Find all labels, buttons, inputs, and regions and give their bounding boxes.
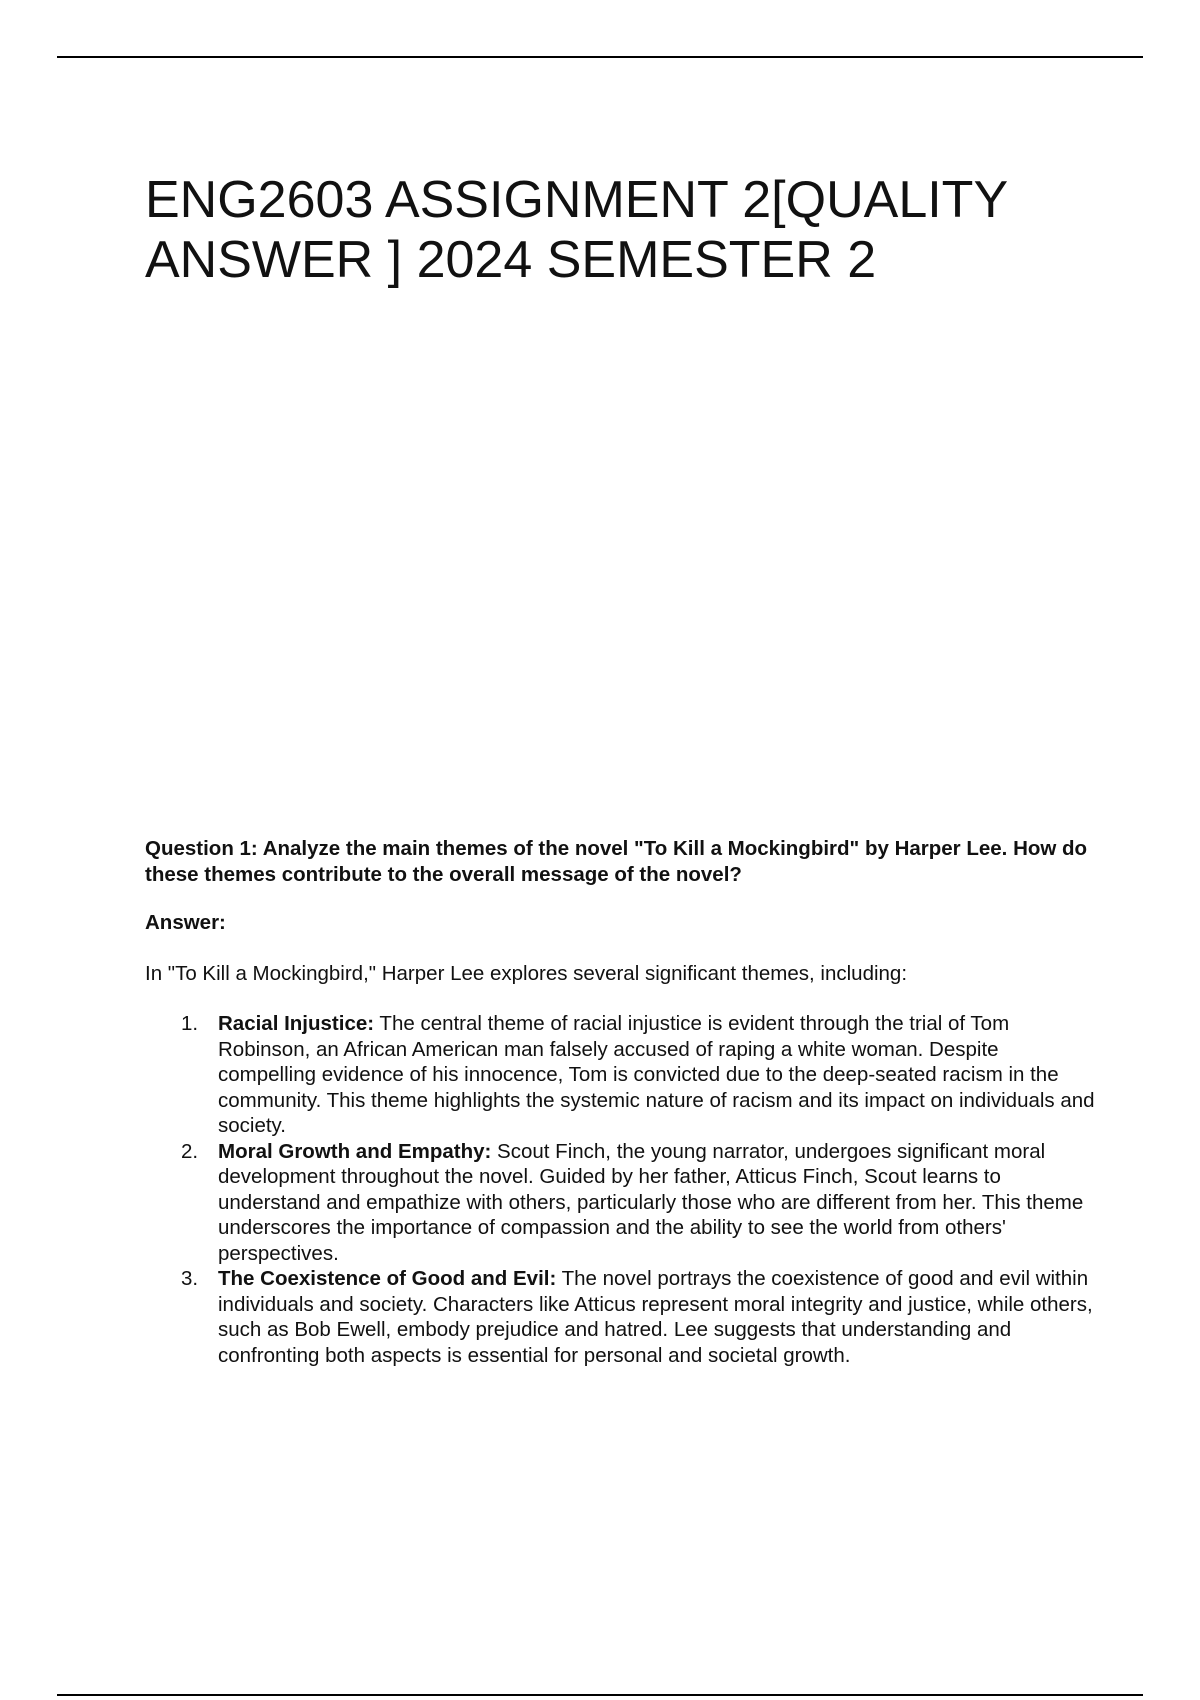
document-title: ENG2603 ASSIGNMENT 2[QUALITY ANSWER ] 2024 SEMESTER 2 <box>145 171 1008 289</box>
theme-text: The novel portrays the coexistence of good and evil within individuals and society. Characters like Atticus represent moral integrity and justice, while others, such as Bob Ewell, embody prejudice and hatred. Lee suggests that understanding and confronting both aspects is essential for personal and societal growth. <box>218 1267 1093 1367</box>
theme-title: The Coexistence of Good and Evil: <box>218 1267 557 1290</box>
theme-item-moral-growth <box>181 1139 1095 1267</box>
document-body <box>145 836 1095 1368</box>
list-number: 1. <box>181 1012 199 1035</box>
list-number: 3. <box>181 1267 199 1290</box>
theme-title: Moral Growth and Empathy: <box>218 1139 492 1163</box>
question-heading: Question 1: Analyze the main themes of the novel "To Kill a Mockingbird" by Harper Lee. How do these themes contribute to the overall message of the novel? <box>145 837 1088 886</box>
top-rule <box>57 56 1143 58</box>
theme-item-racial-injustice <box>181 1011 1095 1139</box>
answer-label: Answer: <box>145 911 226 934</box>
intro-paragraph: In "To Kill a Mockingbird," Harper Lee explores several significant themes, including: <box>145 961 908 985</box>
theme-text: The central theme of racial injustice is evident through the trial of Tom Robinson, an African American man falsely accused of raping a white woman. Despite compelling evidence of his innocence, Tom is convicted due to the deep-seated racism in the community. This theme highlights the systemic nature of racism and its impact on individuals and society. <box>218 1012 1095 1137</box>
bottom-rule <box>57 1694 1143 1696</box>
theme-text: Scout Finch, the young narrator, undergoes significant moral development throughout the novel. Guided by her father, Atticus Finch, Scout learns to understand and empathize with others, particularly those who are different from her. This theme underscores the importance of compassion and the ability to see the world from others' perspectives. <box>218 1139 1084 1265</box>
theme-title: Racial Injustice: <box>218 1012 375 1035</box>
list-number: 2. <box>181 1139 199 1163</box>
theme-item-good-and-evil <box>181 1266 1095 1368</box>
themes-list <box>145 1011 1095 1368</box>
